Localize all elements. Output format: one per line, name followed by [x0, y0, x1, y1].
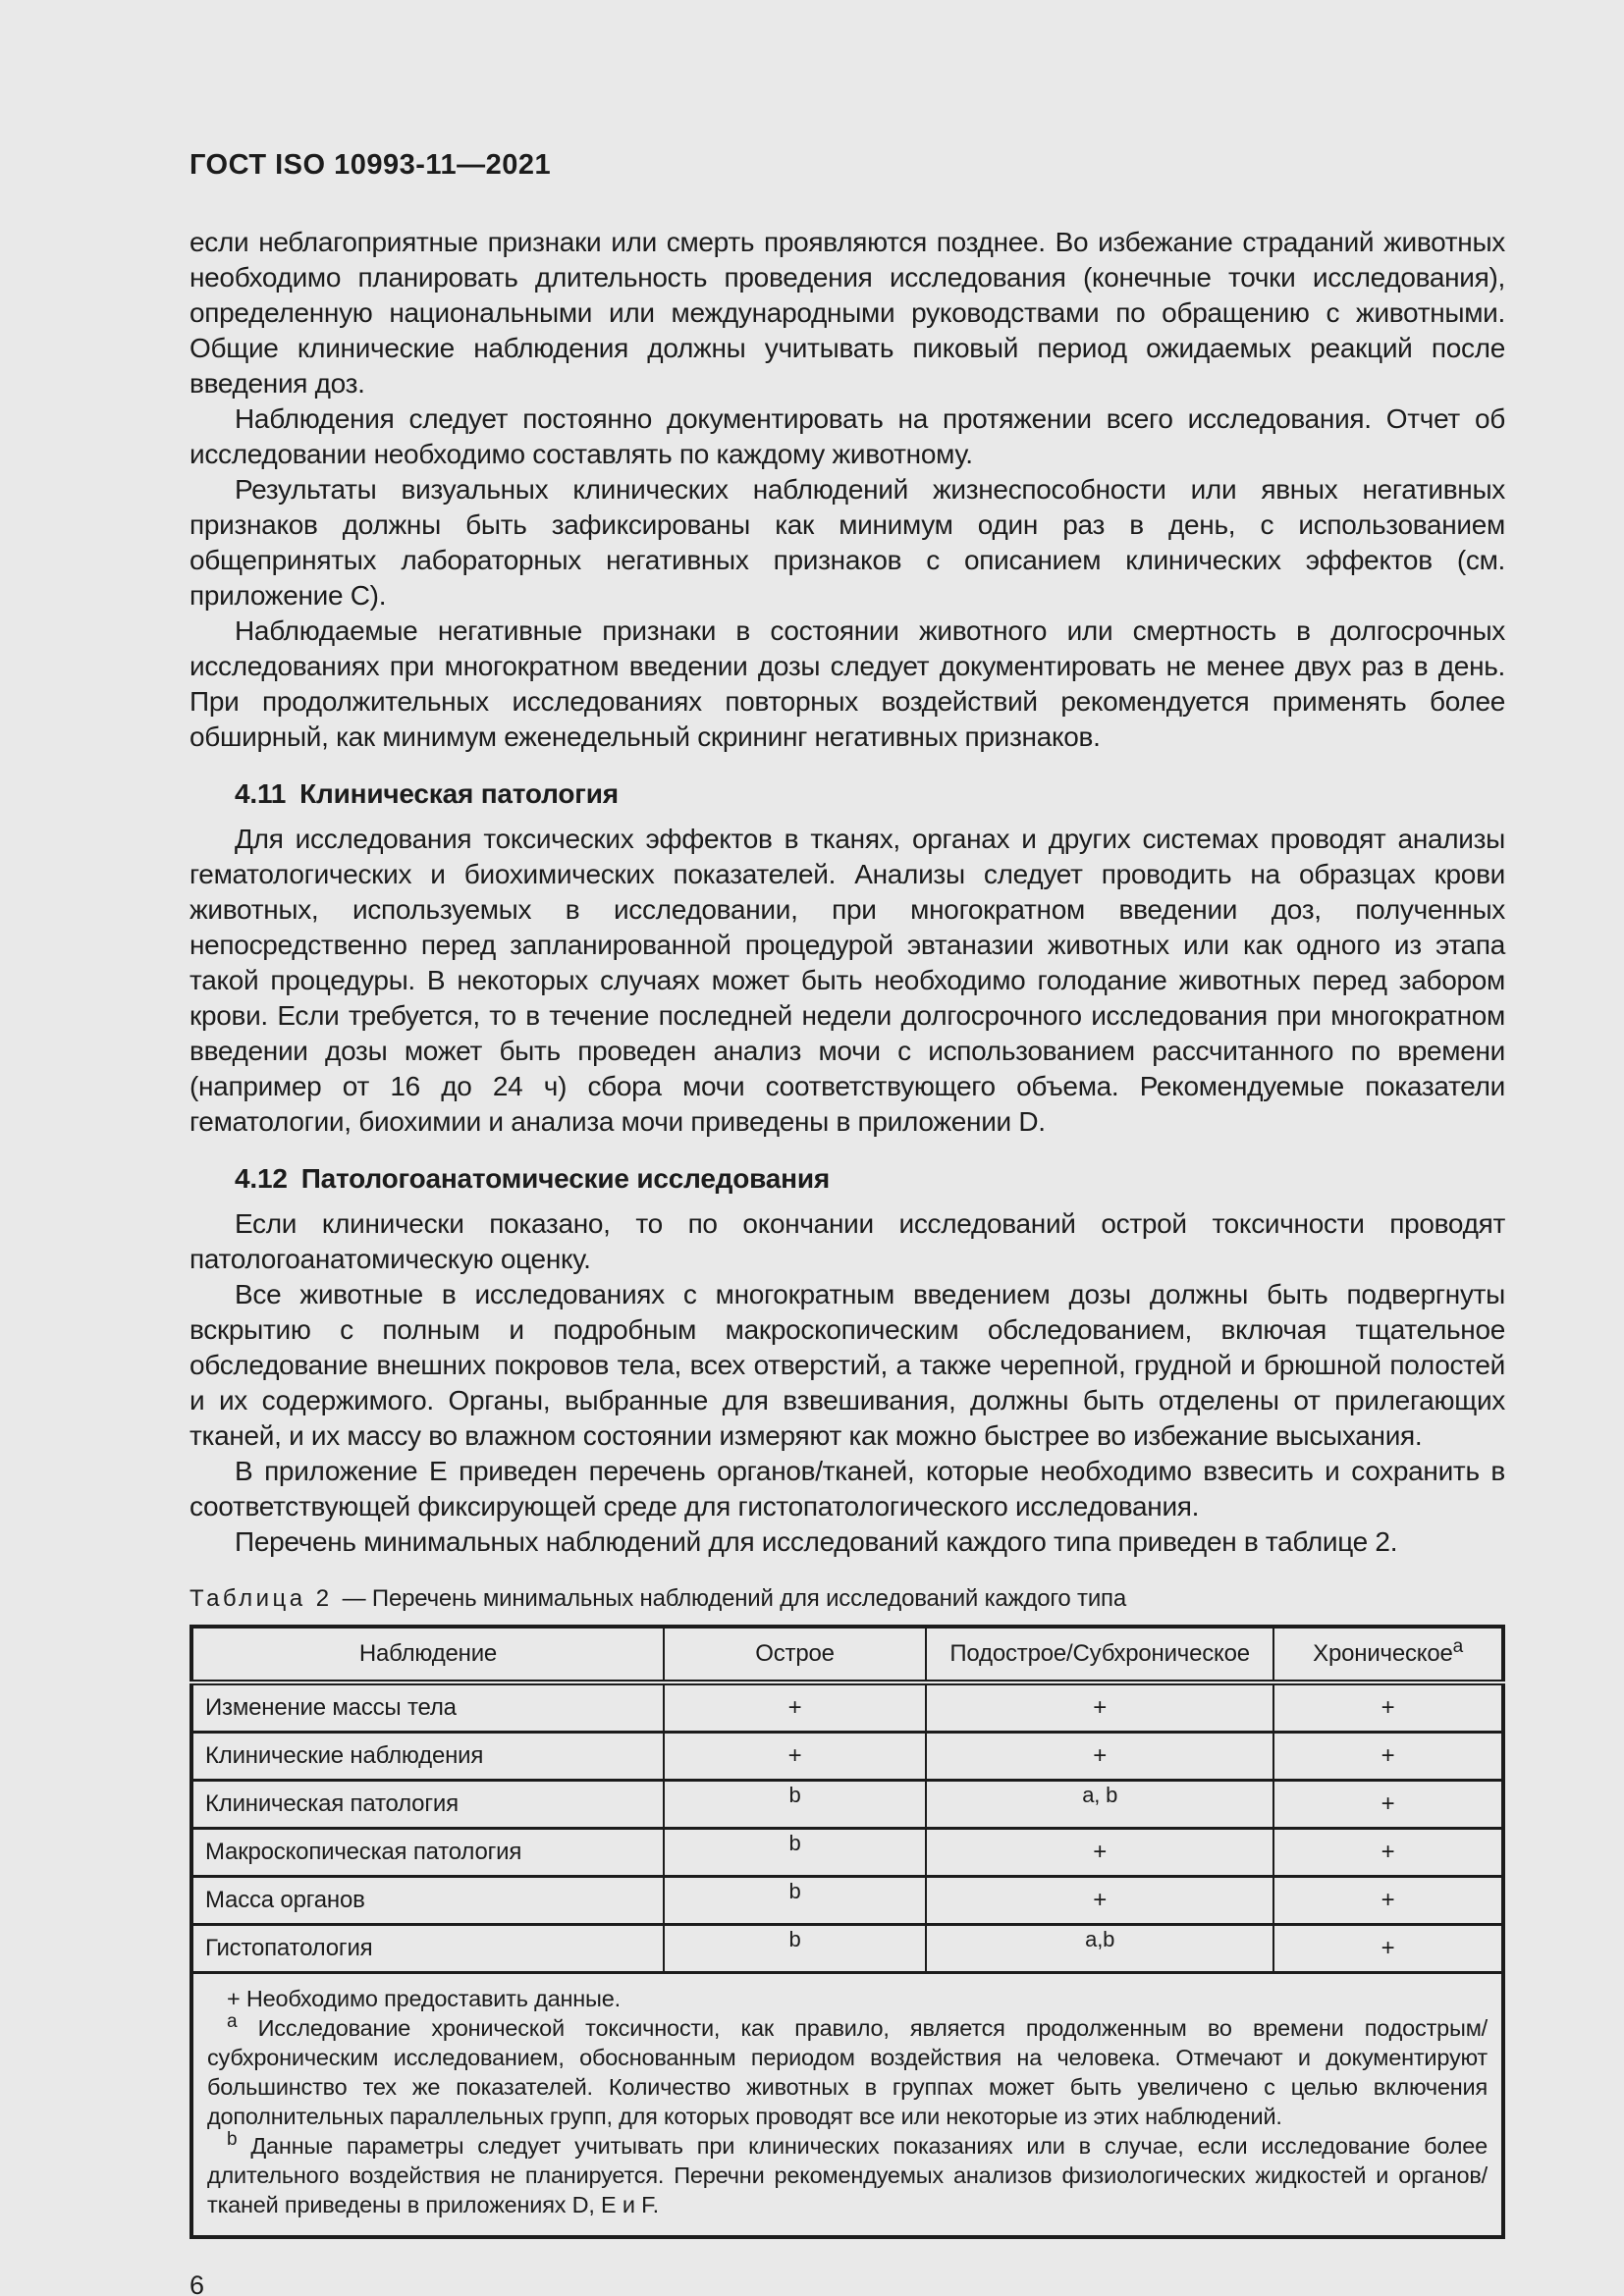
table-row [191, 1925, 1503, 1973]
row-label: Клиническая патология [191, 1781, 664, 1829]
table-footnotes [191, 1973, 1503, 2238]
cell-chronic: + [1273, 1682, 1503, 1733]
cell-acute: b [664, 1877, 926, 1925]
paragraph-results: Результаты визуальных клинических наблюдений жизнеспособности или явных негативных признаков должны быть зафиксированы как минимум один раз в день, с использованием общепринятых лабораторных негативных признаков с описанием клинических эффектов (см. приложение C). [189, 474, 1505, 611]
column-header-acute: Острое [664, 1627, 926, 1682]
footnote-b-marker: b [227, 2129, 238, 2151]
document-body [189, 225, 1505, 2239]
cell-subacute: a,b [926, 1925, 1273, 1973]
footnote-b: $^b$ Данные параметры следует учитывать при клинических показаниях или в случае, если исследование более длительного воздействия не планируется. Перечни рекомендуемых анализов физиологических жидкостей и органов/тканей приведены в приложениях D, E и F. [207, 2129, 1488, 2217]
cell-subacute: + [926, 1682, 1273, 1733]
footnote-plus-marker: + [227, 1986, 241, 2011]
row-label: Гистопатология [191, 1925, 664, 1973]
paragraph-table-reference: Перечень минимальных наблюдений для исследований каждого типа приведен в таблице 2. [235, 1526, 1398, 1557]
cell-subacute: + [926, 1829, 1273, 1877]
section-heading-4-11 [189, 778, 1505, 810]
table-header-row [191, 1627, 1503, 1682]
table-caption-label: Таблица 2 [189, 1585, 333, 1612]
row-label: Изменение массы тела [191, 1682, 664, 1733]
paragraph-adverse-signs: Наблюдаемые негативные признаки в состоянии животного или смертность в долгосрочных исследованиях при многократном введении дозы следует документировать не менее двух раз в день. При продолжительных исследованиях повторных воздействий рекомендуется применять более обширный, как минимум еженедельный скрининг негативных признаков. [189, 615, 1505, 752]
cell-chronic: + [1273, 1877, 1503, 1925]
table-2-minimal-observations [189, 1625, 1505, 2239]
table-row [191, 1682, 1503, 1733]
cell-chronic: + [1273, 1781, 1503, 1829]
cell-acute: b [664, 1925, 926, 1973]
cell-acute: b [664, 1781, 926, 1829]
section-title: Патологоанатомические исследования [300, 1163, 831, 1194]
paragraph-necropsy-all-animals: Все животные в исследованиях с многократным введением дозы должны быть подвергнуты вскрытию с полным и подробным макроскопическим обследованием, включая тщательное обследование внешних покровов тела, всех отверстий, а также черепной, грудной и брюшной полостей и их содержимого. Органы, выбранные для взвешивания, должны быть отделены от прилегающих тканей, и их массу во влажном состоянии измеряют как можно быстрее во избежание высыхания. [189, 1279, 1505, 1451]
cell-chronic: + [1273, 1733, 1503, 1781]
table-row [191, 1829, 1503, 1877]
footnote-a: $^a$ Исследование хронической токсичности, как правило, является продолженным во времени подострым/субхроническим исследованием, обоснованным периодом воздействия на человека. Отмечают и документируют большинство тех же показателей. Количество животных в группах может быть увеличено с целью включения дополнительных параллельных групп, для которых проводят все или некоторые из этих наблюдений. [207, 2011, 1488, 2129]
row-label: Клинические наблюдения [191, 1733, 664, 1781]
table-2-caption [189, 1585, 1505, 1613]
table-caption-text: — Перечень минимальных наблюдений для исследований каждого типа [342, 1585, 1126, 1612]
table-row [191, 1733, 1503, 1781]
cell-chronic: + [1273, 1925, 1503, 1973]
footnote-plus: + Необходимо предоставить данные. [227, 1986, 621, 2011]
table-footnote-row [191, 1973, 1503, 2238]
section-heading-4-12 [189, 1163, 1505, 1195]
table-row [191, 1781, 1503, 1829]
cell-acute: + [664, 1682, 926, 1733]
paragraph-necropsy-intro: Если клинически показано, то по окончании исследований острой токсичности проводят патологоанатомическую оценку. [189, 1208, 1505, 1274]
paragraph-annex-e: В приложение Е приведен перечень органов/тканей, которые необходимо взвесить и сохранить в соответствующей фиксирующей среде для гистопатологического исследования. [189, 1456, 1505, 1522]
section-number: 4.12 [235, 1163, 288, 1194]
cell-subacute: + [926, 1877, 1273, 1925]
footnote-marker-a: a [1452, 1636, 1464, 1657]
column-header-chronic: Хроническое$^a$ [1273, 1627, 1503, 1682]
paragraph-intro-continuation: если неблагоприятные признаки или смерть проявляются позднее. Во избежание страданий животных необходимо планировать длительность проведения исследования (конечные точки исследования), определенную национальными или международными руководствами по обращению с животными. Общие клинические наблюдения должны учитывать пиковый период ожидаемых реакций после введения доз. [189, 227, 1505, 399]
cell-subacute: + [926, 1733, 1273, 1781]
paragraph-clinical-pathology: Для исследования токсических эффектов в тканях, органах и других системах проводят анализы гематологических и биохимических показателей. Анализы следует проводить на образцах крови животных, используемых в исследовании, при многократном введении доз, полученных непосредственно перед запланированной процедурой эвтаназии животных или как одного из этапа такой процедуры. В некоторых случаях может быть необходимо голодание животных перед забором крови. Если требуется, то в течение последней недели долгосрочного исследования при многократном введении дозы может быть проведен анализ мочи с использованием рассчитанного по времени (например от 16 до 24 ч) сбора мочи соответствующего объема. Рекомендуемые показатели гематологии, биохимии и анализа мочи приведены в приложении D. [189, 824, 1505, 1137]
cell-acute: + [664, 1733, 926, 1781]
cell-acute: b [664, 1829, 926, 1877]
cell-chronic: + [1273, 1829, 1503, 1877]
row-label: Макроскопическая патология [191, 1829, 664, 1877]
cell-subacute: a, b [926, 1781, 1273, 1829]
document-title: ГОСТ ISO 10993-11—2021 [189, 149, 552, 181]
table-header [191, 1627, 1503, 1682]
table-row [191, 1877, 1503, 1925]
column-header-observation: Наблюдение [191, 1627, 664, 1682]
section-title: Клиническая патология [299, 778, 619, 809]
section-number: 4.11 [235, 778, 287, 809]
row-label: Масса органов [191, 1877, 664, 1925]
footnote-a-marker: a [227, 2011, 238, 2033]
column-header-subacute-subchronic: Подострое/Субхроническое [926, 1627, 1273, 1682]
table-body [191, 1682, 1503, 1973]
page-number: 6 [189, 2270, 205, 2296]
paragraph-observations: Наблюдения следует постоянно документировать на протяжении всего исследования. Отчет об исследовании необходимо составлять по каждому животному. [189, 403, 1505, 469]
